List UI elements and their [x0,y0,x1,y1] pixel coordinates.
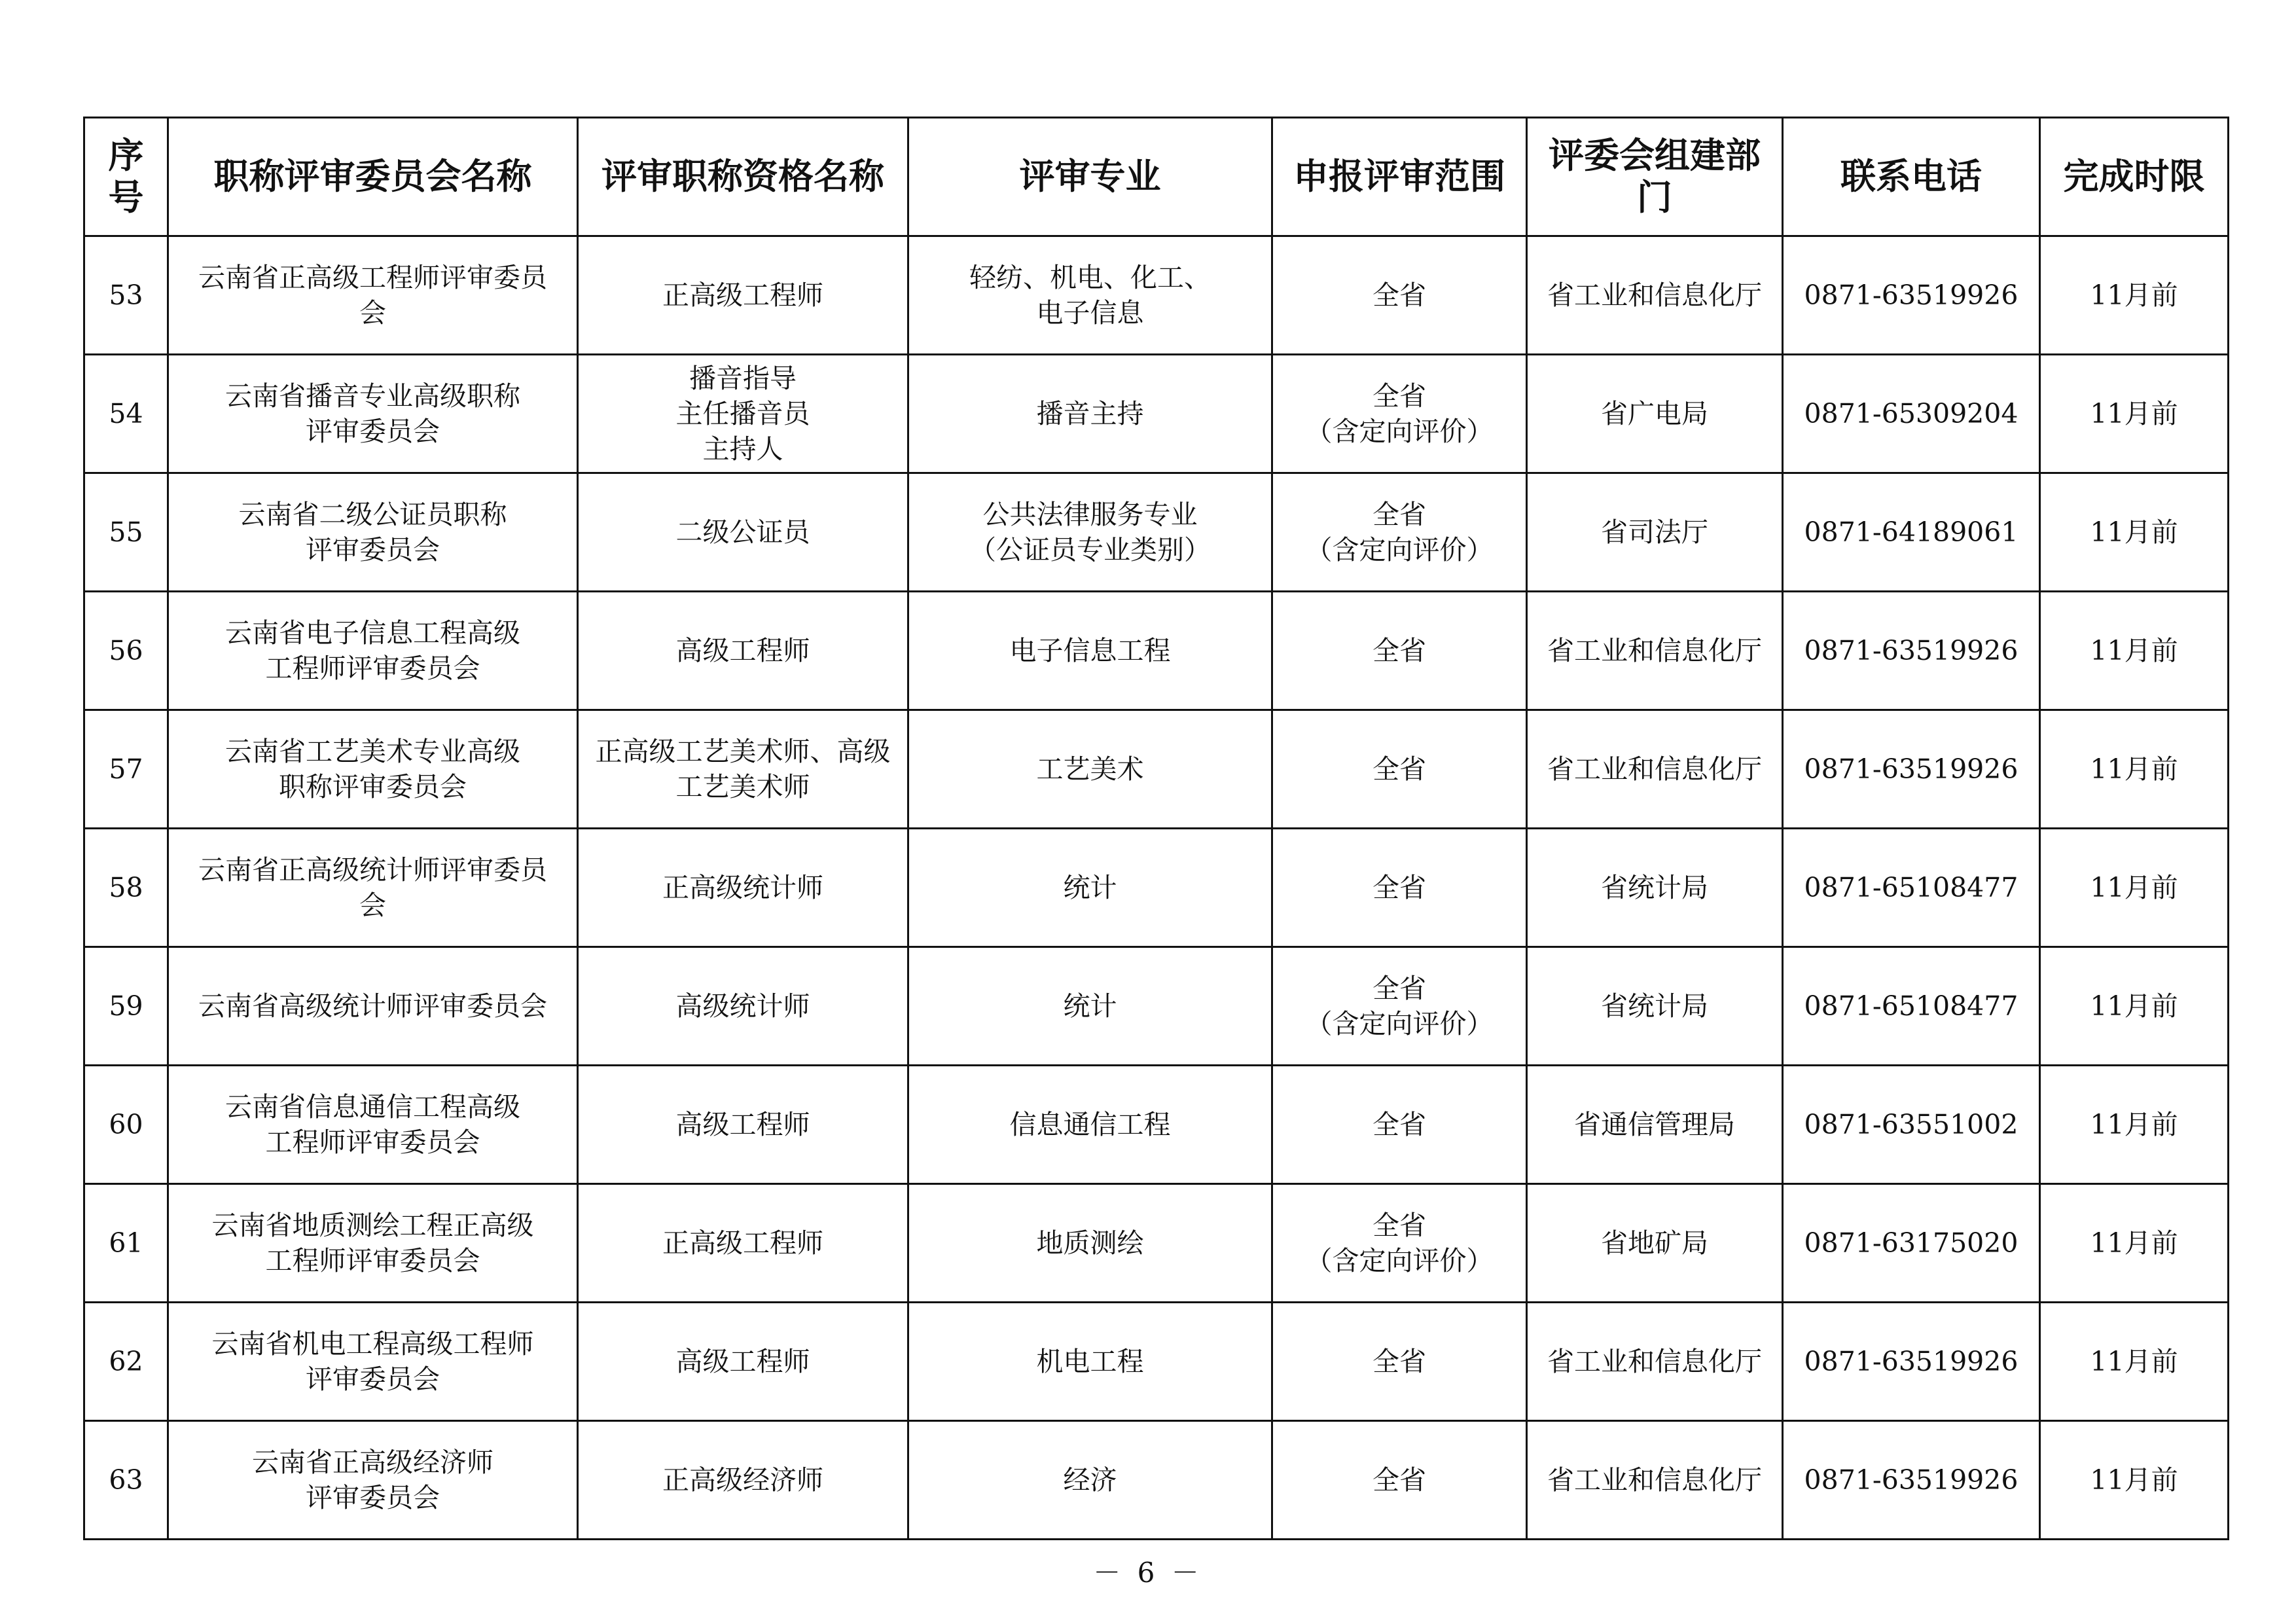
cell-committee-name: 云南省地质测绘工程正高级 工程师评审委员会 [168,1184,578,1303]
header-deadline: 完成时限 [2040,118,2229,236]
cell-serial-number: 59 [84,947,168,1066]
cell-deadline: 11月前 [2040,947,2229,1066]
header-application-scope: 申报评审范围 [1272,118,1527,236]
header-contact-phone: 联系电话 [1783,118,2040,236]
cell-specialty: 电子信息工程 [908,592,1272,710]
cell-deadline: 11月前 [2040,1184,2229,1303]
cell-application-scope: 全省 [1272,236,1527,355]
cell-qualification-name: 播音指导 主任播音员 主持人 [578,355,908,473]
cell-committee-name: 云南省工艺美术专业高级 职称评审委员会 [168,710,578,829]
cell-qualification-name: 高级工程师 [578,592,908,710]
cell-contact-phone: 0871-65108477 [1783,947,2040,1066]
table-row [84,829,2229,947]
cell-serial-number: 57 [84,710,168,829]
cell-application-scope: 全省 （含定向评价） [1272,1184,1527,1303]
cell-qualification-name: 正高级工程师 [578,1184,908,1303]
cell-organizing-department: 省工业和信息化厅 [1527,1303,1783,1421]
cell-contact-phone: 0871-63519926 [1783,1421,2040,1540]
cell-application-scope: 全省 [1272,1066,1527,1184]
cell-application-scope: 全省 [1272,1421,1527,1540]
cell-application-scope: 全省 [1272,829,1527,947]
cell-specialty: 播音主持 [908,355,1272,473]
cell-specialty: 经济 [908,1421,1272,1540]
cell-deadline: 11月前 [2040,1066,2229,1184]
table-row [84,710,2229,829]
cell-specialty: 地质测绘 [908,1184,1272,1303]
table-row [84,592,2229,710]
cell-contact-phone: 0871-63519926 [1783,236,2040,355]
table-row [84,473,2229,592]
cell-qualification-name: 正高级统计师 [578,829,908,947]
cell-application-scope: 全省 （含定向评价） [1272,473,1527,592]
table-header-row [84,118,2229,236]
evaluation-committee-table [83,117,2229,1540]
cell-application-scope: 全省 [1272,1303,1527,1421]
cell-specialty: 统计 [908,829,1272,947]
cell-deadline: 11月前 [2040,829,2229,947]
cell-committee-name: 云南省正高级工程师评审委员 会 [168,236,578,355]
cell-serial-number: 62 [84,1303,168,1421]
header-organizing-department: 评委会组建部 门 [1527,118,1783,236]
cell-committee-name: 云南省正高级统计师评审委员 会 [168,829,578,947]
cell-organizing-department: 省通信管理局 [1527,1066,1783,1184]
cell-contact-phone: 0871-63519926 [1783,592,2040,710]
table-row [84,947,2229,1066]
cell-deadline: 11月前 [2040,1421,2229,1540]
cell-serial-number: 61 [84,1184,168,1303]
cell-deadline: 11月前 [2040,592,2229,710]
cell-organizing-department: 省统计局 [1527,829,1783,947]
cell-contact-phone: 0871-65309204 [1783,355,2040,473]
table-body [84,236,2229,1540]
cell-serial-number: 55 [84,473,168,592]
cell-qualification-name: 高级工程师 [578,1303,908,1421]
cell-qualification-name: 正高级工程师 [578,236,908,355]
header-qualification-name: 评审职称资格名称 [578,118,908,236]
cell-serial-number: 63 [84,1421,168,1540]
cell-contact-phone: 0871-63519926 [1783,710,2040,829]
page-number: － 6 － [1093,1557,1203,1589]
table-row [84,236,2229,355]
cell-organizing-department: 省工业和信息化厅 [1527,236,1783,355]
cell-specialty: 公共法律服务专业 （公证员专业类别） [908,473,1272,592]
table-row [84,1303,2229,1421]
cell-contact-phone: 0871-63519926 [1783,1303,2040,1421]
cell-organizing-department: 省工业和信息化厅 [1527,710,1783,829]
cell-deadline: 11月前 [2040,236,2229,355]
cell-contact-phone: 0871-64189061 [1783,473,2040,592]
cell-qualification-name: 高级统计师 [578,947,908,1066]
cell-committee-name: 云南省机电工程高级工程师 评审委员会 [168,1303,578,1421]
cell-serial-number: 54 [84,355,168,473]
cell-contact-phone: 0871-63551002 [1783,1066,2040,1184]
cell-serial-number: 53 [84,236,168,355]
cell-committee-name: 云南省正高级经济师 评审委员会 [168,1421,578,1540]
cell-qualification-name: 正高级经济师 [578,1421,908,1540]
cell-application-scope: 全省 （含定向评价） [1272,947,1527,1066]
cell-specialty: 轻纺、机电、化工、 电子信息 [908,236,1272,355]
cell-deadline: 11月前 [2040,355,2229,473]
cell-serial-number: 58 [84,829,168,947]
cell-application-scope: 全省 （含定向评价） [1272,355,1527,473]
cell-serial-number: 60 [84,1066,168,1184]
cell-specialty: 统计 [908,947,1272,1066]
cell-qualification-name: 高级工程师 [578,1066,908,1184]
header-specialty: 评审专业 [908,118,1272,236]
cell-committee-name: 云南省信息通信工程高级 工程师评审委员会 [168,1066,578,1184]
cell-organizing-department: 省广电局 [1527,355,1783,473]
header-committee-name: 职称评审委员会名称 [168,118,578,236]
table-row [84,1184,2229,1303]
header-serial-number: 序 号 [84,118,168,236]
cell-specialty: 机电工程 [908,1303,1272,1421]
cell-qualification-name: 二级公证员 [578,473,908,592]
cell-qualification-name: 正高级工艺美术师、高级 工艺美术师 [578,710,908,829]
cell-organizing-department: 省地矿局 [1527,1184,1783,1303]
cell-organizing-department: 省统计局 [1527,947,1783,1066]
cell-specialty: 工艺美术 [908,710,1272,829]
table-row [84,1421,2229,1540]
cell-committee-name: 云南省电子信息工程高级 工程师评审委员会 [168,592,578,710]
table-row [84,1066,2229,1184]
cell-organizing-department: 省工业和信息化厅 [1527,1421,1783,1540]
table-row [84,355,2229,473]
cell-deadline: 11月前 [2040,1303,2229,1421]
cell-committee-name: 云南省高级统计师评审委员会 [168,947,578,1066]
cell-application-scope: 全省 [1272,592,1527,710]
cell-committee-name: 云南省二级公证员职称 评审委员会 [168,473,578,592]
cell-application-scope: 全省 [1272,710,1527,829]
cell-contact-phone: 0871-65108477 [1783,829,2040,947]
cell-committee-name: 云南省播音专业高级职称 评审委员会 [168,355,578,473]
cell-serial-number: 56 [84,592,168,710]
cell-deadline: 11月前 [2040,473,2229,592]
cell-contact-phone: 0871-63175020 [1783,1184,2040,1303]
cell-specialty: 信息通信工程 [908,1066,1272,1184]
cell-deadline: 11月前 [2040,710,2229,829]
cell-organizing-department: 省工业和信息化厅 [1527,592,1783,710]
cell-organizing-department: 省司法厅 [1527,473,1783,592]
